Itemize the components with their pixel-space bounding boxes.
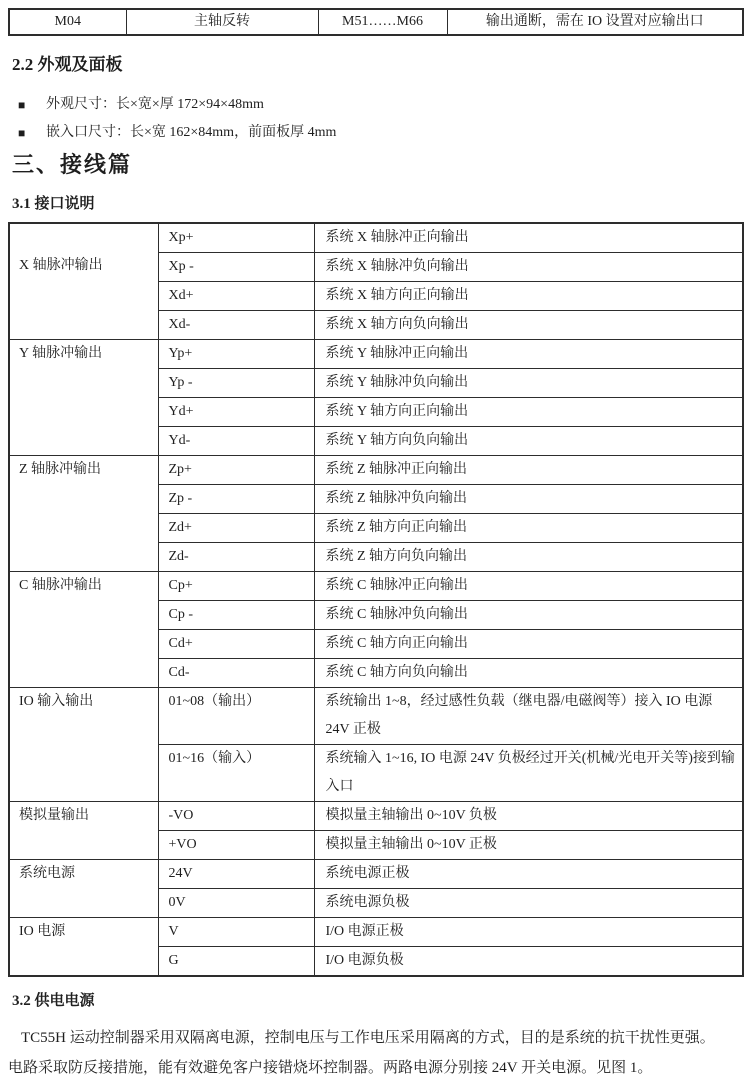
pin-cell: 01~16（输入）	[158, 745, 314, 802]
m-code-row	[9, 9, 743, 35]
pin-description-cell: 系统 Z 轴脉冲负向输出	[314, 485, 743, 514]
table-row	[9, 860, 743, 889]
table-row	[9, 802, 743, 831]
pin-description-cell: 系统 Y 轴脉冲正向输出	[314, 340, 743, 369]
m-code-table	[8, 8, 744, 36]
paragraph-line: TC55H 运动控制器采用双隔离电源，控制电压与工作电压采用隔离的方式，目的是系统的抗干扰性更强。	[21, 1030, 715, 1046]
spec-bullet-item	[18, 96, 742, 114]
pin-description-cell: 系统 C 轴脉冲正向输出	[314, 572, 743, 601]
pin-cell: G	[158, 947, 314, 977]
pin-description-cell: 系统电源正极	[314, 860, 743, 889]
pin-description-cell: 系统 X 轴方向正向输出	[314, 282, 743, 311]
pin-cell: -VO	[158, 802, 314, 831]
pin-description-cell: 系统输入 1~16, IO 电源 24V 负极经过开关(机械/光电开关等)接到输入口	[314, 745, 743, 802]
pin-description-cell: 系统 Y 轴脉冲负向输出	[314, 369, 743, 398]
pin-cell: Zp+	[158, 456, 314, 485]
pin-cell: 0V	[158, 889, 314, 918]
table-row	[9, 572, 743, 601]
pin-cell: Zp -	[158, 485, 314, 514]
pin-description-cell: 系统 Y 轴方向负向输出	[314, 427, 743, 456]
bullet-text: 嵌入口尺寸：长×宽 162×84mm，前面板厚 4mm	[46, 125, 337, 140]
pin-cell: Cp -	[158, 601, 314, 630]
power-supply-paragraph	[8, 1023, 742, 1083]
pin-cell: Yd-	[158, 427, 314, 456]
chapter-3-title: 三、接线篇	[12, 152, 133, 177]
pin-description-cell: 系统输出 1~8，经过感性负载（继电器/电磁阀等）接入 IO 电源 24V 正极	[314, 688, 743, 745]
pin-description-cell: 系统 Z 轴方向负向输出	[314, 543, 743, 572]
pin-cell: Yp+	[158, 340, 314, 369]
pin-description-cell: I/O 电源负极	[314, 947, 743, 977]
pin-cell: Yp -	[158, 369, 314, 398]
table-row	[9, 688, 743, 745]
pin-cell: Xp+	[158, 223, 314, 253]
square-bullet-icon: ■	[18, 126, 26, 140]
m-code-desc-cell: 输出通断，需在 IO 设置对应输出口	[447, 9, 743, 35]
pin-cell: V	[158, 918, 314, 947]
pin-cell: Cd-	[158, 659, 314, 688]
m-code-range-cell: M51……M66	[318, 9, 447, 35]
pin-description-cell: 系统 C 轴方向负向输出	[314, 659, 743, 688]
pin-cell: Cp+	[158, 572, 314, 601]
pin-cell: Zd-	[158, 543, 314, 572]
spec-bullet-item	[18, 124, 742, 142]
square-bullet-icon: ■	[18, 98, 26, 112]
table-row	[9, 340, 743, 369]
interface-table	[8, 222, 744, 977]
pin-description-cell: I/O 电源正极	[314, 918, 743, 947]
table-row	[9, 918, 743, 947]
pin-cell: 24V	[158, 860, 314, 889]
pin-cell: +VO	[158, 831, 314, 860]
pin-description-cell: 系统 X 轴脉冲正向输出	[314, 223, 743, 253]
interface-group-label: Z 轴脉冲输出	[9, 456, 158, 572]
pin-description-cell: 系统 Z 轴方向正向输出	[314, 514, 743, 543]
pin-description-cell: 系统 X 轴脉冲负向输出	[314, 253, 743, 282]
pin-cell: Xd+	[158, 282, 314, 311]
table-row	[9, 223, 743, 253]
pin-description-cell: 模拟量主轴输出 0~10V 负极	[314, 802, 743, 831]
section-3-1-title: 3.1 接口说明	[12, 196, 95, 212]
pin-description-cell: 系统 C 轴方向正向输出	[314, 630, 743, 659]
interface-group-label: IO 输入输出	[9, 688, 158, 802]
pin-cell: Cd+	[158, 630, 314, 659]
pin-description-cell: 系统 X 轴方向负向输出	[314, 311, 743, 340]
section-2-2-title: 2.2 外观及面板	[12, 55, 123, 74]
interface-group-label: 模拟量输出	[9, 802, 158, 860]
interface-group-label: Y 轴脉冲输出	[9, 340, 158, 456]
interface-group-label: 系统电源	[9, 860, 158, 918]
pin-cell: Xp -	[158, 253, 314, 282]
pin-cell: Zd+	[158, 514, 314, 543]
bullet-text: 外观尺寸：长×宽×厚 172×94×48mm	[46, 97, 264, 112]
paragraph-line: 电路采取防反接措施，能有效避免客户接错烧坏控制器。两路电源分别接 24V 开关电源。见图 1。	[8, 1060, 653, 1076]
pin-description-cell: 系统 C 轴脉冲负向输出	[314, 601, 743, 630]
pin-description-cell: 系统 Z 轴脉冲正向输出	[314, 456, 743, 485]
pin-cell: Xd-	[158, 311, 314, 340]
table-row	[9, 456, 743, 485]
pin-cell: 01~08（输出）	[158, 688, 314, 745]
m-code-cell: M04	[9, 9, 126, 35]
m-code-name-cell: 主轴反转	[126, 9, 318, 35]
interface-group-label: C 轴脉冲输出	[9, 572, 158, 688]
interface-group-label: X 轴脉冲输出	[9, 223, 158, 340]
pin-description-cell: 系统 Y 轴方向正向输出	[314, 398, 743, 427]
section-3-2-title: 3.2 供电电源	[12, 993, 95, 1009]
interface-group-label: IO 电源	[9, 918, 158, 977]
pin-description-cell: 系统电源负极	[314, 889, 743, 918]
pin-description-cell: 模拟量主轴输出 0~10V 正极	[314, 831, 743, 860]
pin-cell: Yd+	[158, 398, 314, 427]
